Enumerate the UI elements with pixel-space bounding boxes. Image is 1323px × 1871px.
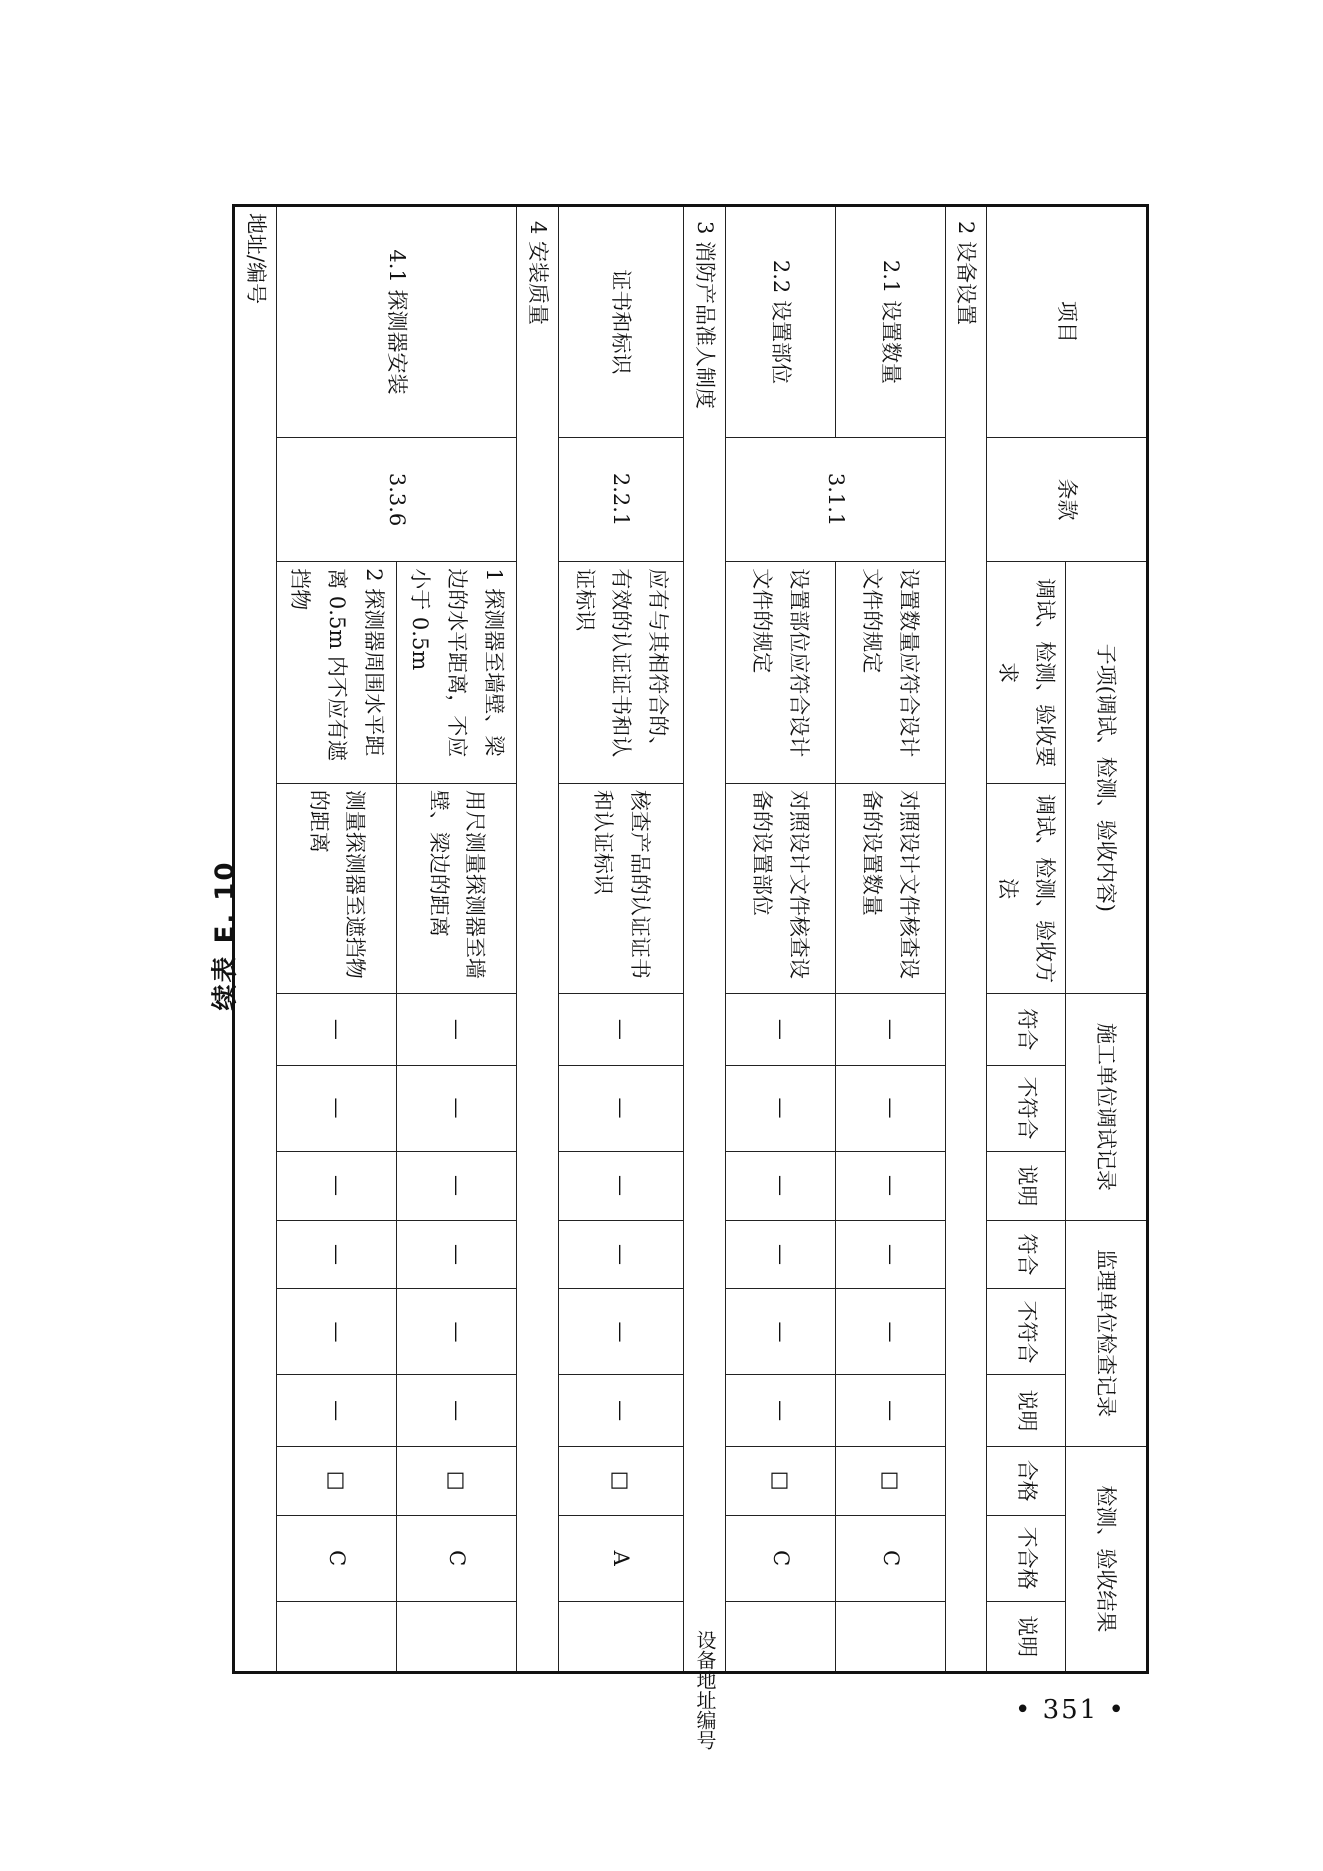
dash-cell: — bbox=[835, 1220, 945, 1289]
project-cell: 证书和标识 bbox=[559, 206, 684, 438]
dash-cell: — bbox=[397, 1151, 517, 1220]
method-cell: 对照设计文件核查设备的设置部位 bbox=[725, 783, 835, 993]
dash-cell: — bbox=[559, 994, 684, 1065]
grade-cell: A bbox=[559, 1515, 684, 1601]
requirement-cell: 设置数量应符合设计文件的规定 bbox=[835, 562, 945, 784]
header-nonconform: 不符合 bbox=[987, 1289, 1066, 1375]
section-4-heading: 4 安装质量 bbox=[517, 206, 559, 1673]
grade-cell: C bbox=[835, 1515, 945, 1601]
table-row bbox=[725, 206, 835, 1673]
dash-cell: — bbox=[397, 1375, 517, 1446]
address-header: 地址/编号 bbox=[234, 206, 277, 1673]
header-result: 检测、验收结果 bbox=[1066, 1446, 1148, 1672]
header-conform: 符合 bbox=[987, 994, 1066, 1065]
requirement-cell: 应有与其相符合的、有效的认证证书和认证标识 bbox=[559, 562, 684, 784]
grade-cell: C bbox=[277, 1515, 397, 1601]
header-construction: 施工单位调试记录 bbox=[1066, 994, 1148, 1220]
dash-cell: — bbox=[835, 1289, 945, 1375]
dash-cell: — bbox=[277, 1375, 397, 1446]
dash-cell: — bbox=[835, 994, 945, 1065]
dash-cell: — bbox=[835, 1375, 945, 1446]
dash-cell: — bbox=[277, 1151, 397, 1220]
header-pass: 合格 bbox=[987, 1446, 1066, 1515]
dash-cell: — bbox=[277, 1065, 397, 1151]
table-row bbox=[835, 206, 945, 1673]
device-address-label: 设备地址编号 bbox=[693, 1630, 717, 1750]
dash-cell: — bbox=[559, 1065, 684, 1151]
grade-cell: C bbox=[397, 1515, 517, 1601]
dash-cell: — bbox=[725, 1289, 835, 1375]
dash-cell: — bbox=[559, 1220, 684, 1289]
checkbox-cell[interactable]: □ bbox=[835, 1446, 945, 1515]
note-cell bbox=[277, 1601, 397, 1672]
dash-cell: — bbox=[725, 994, 835, 1065]
method-cell: 测量探测器至遮挡物的距离 bbox=[277, 783, 397, 993]
header-requirement: 调试、检测、验收要求 bbox=[987, 562, 1066, 784]
dash-cell: — bbox=[277, 1289, 397, 1375]
dash-cell: — bbox=[835, 1151, 945, 1220]
header-note: 说明 bbox=[987, 1601, 1066, 1672]
project-cell: 4.1 探测器安装 bbox=[277, 206, 517, 438]
checkbox-cell[interactable]: □ bbox=[277, 1446, 397, 1515]
inspection-table bbox=[233, 204, 1150, 1674]
header-method: 调试、检测、验收方法 bbox=[987, 783, 1066, 993]
dash-cell: — bbox=[559, 1375, 684, 1446]
dash-cell: — bbox=[835, 1065, 945, 1151]
project-cell: 2.1 设置数量 bbox=[835, 206, 945, 438]
dash-cell: — bbox=[277, 994, 397, 1065]
header-supervision: 监理单位检查记录 bbox=[1066, 1220, 1148, 1446]
section-3-heading: 3 消防产品准人制度 bbox=[684, 206, 726, 1673]
header-sub-item: 子项(调试、检测、验收内容) bbox=[1066, 562, 1148, 994]
method-cell: 用尺测量探测器至墙壁、梁边的距离 bbox=[397, 783, 517, 993]
dash-cell: — bbox=[397, 1289, 517, 1375]
header-note: 说明 bbox=[987, 1375, 1066, 1446]
dash-cell: — bbox=[725, 1220, 835, 1289]
method-cell: 核查产品的认证证书和认证标识 bbox=[559, 783, 684, 993]
dash-cell: — bbox=[725, 1065, 835, 1151]
table-caption: 续表 E. 10 bbox=[210, 860, 241, 1010]
dash-cell: — bbox=[397, 1220, 517, 1289]
dash-cell: — bbox=[277, 1220, 397, 1289]
note-cell bbox=[397, 1601, 517, 1672]
table-row bbox=[559, 206, 684, 1673]
note-cell bbox=[835, 1601, 945, 1672]
method-cell: 对照设计文件核查设备的设置数量 bbox=[835, 783, 945, 993]
requirement-cell: 设置部位应符合设计文件的规定 bbox=[725, 562, 835, 784]
checkbox-cell[interactable]: □ bbox=[725, 1446, 835, 1515]
section-2-heading: 2 设备设置 bbox=[945, 206, 987, 1673]
checkbox-cell[interactable]: □ bbox=[559, 1446, 684, 1515]
header-note: 说明 bbox=[987, 1151, 1066, 1220]
header-nonconform: 不符合 bbox=[987, 1065, 1066, 1151]
checkbox-cell[interactable]: □ bbox=[397, 1446, 517, 1515]
dash-cell: — bbox=[559, 1289, 684, 1375]
clause-cell: 2.2.1 bbox=[559, 437, 684, 561]
clause-cell: 3.3.6 bbox=[277, 437, 517, 561]
grade-cell: C bbox=[725, 1515, 835, 1601]
header-conform: 符合 bbox=[987, 1220, 1066, 1289]
note-cell bbox=[559, 1601, 684, 1672]
note-cell bbox=[725, 1601, 835, 1672]
dash-cell: — bbox=[725, 1375, 835, 1446]
clause-cell: 3.1.1 bbox=[725, 437, 945, 561]
dash-cell: — bbox=[397, 994, 517, 1065]
dash-cell: — bbox=[725, 1151, 835, 1220]
requirement-cell: 1 探测器至墙壁、梁边的水平距离，不应小于 0.5m bbox=[397, 562, 517, 784]
dash-cell: — bbox=[559, 1151, 684, 1220]
table-row bbox=[397, 206, 517, 1673]
dash-cell: — bbox=[397, 1065, 517, 1151]
project-cell: 2.2 设置部位 bbox=[725, 206, 835, 438]
header-clause: 条款 bbox=[987, 437, 1148, 561]
requirement-cell: 2 探测器周围水平距离 0.5m 内不应有遮挡物 bbox=[277, 562, 397, 784]
header-fail: 不合格 bbox=[987, 1515, 1066, 1601]
header-project: 项目 bbox=[987, 206, 1148, 438]
page-number: • 351 • bbox=[1015, 1695, 1126, 1725]
rotated-table bbox=[243, 204, 1149, 1674]
